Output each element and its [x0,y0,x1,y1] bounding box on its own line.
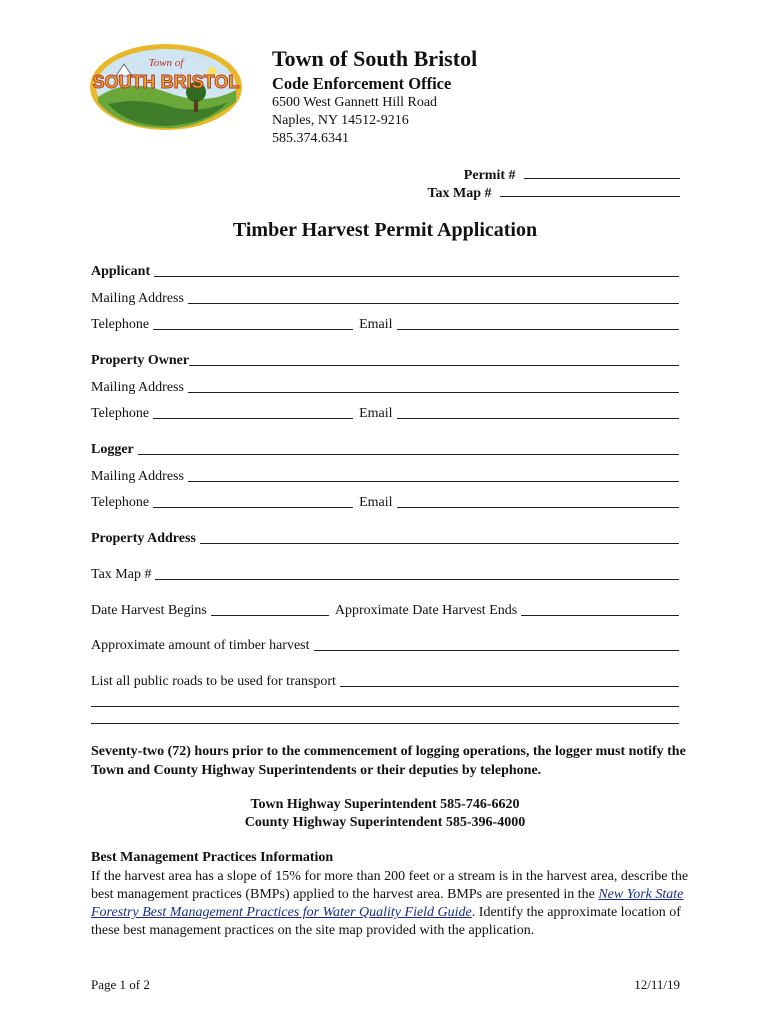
address-line-1: 6500 West Gannett Hill Road [272,95,438,110]
permit-number-label: Permit # [463,168,516,183]
logger-telephone-label: Telephone [91,495,150,510]
logger-label: Logger [91,442,134,457]
town-name: Town of South Bristol [272,46,478,71]
logger-email-label: Email [359,495,393,510]
logger-field[interactable] [138,453,679,455]
timber-amount-field[interactable] [314,649,680,651]
property-address-row [91,527,679,547]
logger-row [91,438,679,458]
owner-email-label: Email [359,406,393,421]
bmp-text-before: If the harvest area has a slope of 15% for more than 200 feet or a stream is in the harvest area, describe the best management practices (BMPs) applied to the harvest area. BMPs are presented in the [91,869,689,902]
roads-field-line-3[interactable] [91,722,679,724]
office-name: Code Enforcement Office [272,74,452,93]
permit-number-field[interactable] [524,166,680,179]
owner-contact-row [91,402,679,422]
bmp-heading: Best Management Practices Information [91,850,334,865]
logger-mailing-field[interactable] [188,480,679,482]
owner-telephone-field[interactable] [153,417,353,419]
logger-email-field[interactable] [397,506,679,508]
tax-map-label: Tax Map # [91,567,152,582]
permit-number-row [464,166,680,184]
date-begins-field[interactable] [211,614,329,616]
owner-label: Property Owner [91,353,190,368]
logger-mailing-label: Mailing Address [91,469,184,484]
page-number: Page 1 of 2 [91,977,150,992]
tax-map-field[interactable] [155,578,679,580]
date-begins-label: Date Harvest Begins [91,603,207,618]
town-highway-contact: Town Highway Superintendent 585-746-6620 [250,797,520,812]
notification-notice: Seventy-two (72) hours prior to the commencement of logging operations, the logger must notify the Town and County Highway Superintendents or their deputies by telephone. [91,744,686,778]
owner-email-field[interactable] [397,417,679,419]
timber-amount-label: Approximate amount of timber harvest [91,638,310,653]
applicant-mailing-label: Mailing Address [91,291,184,306]
owner-mailing-row [91,376,679,396]
owner-telephone-label: Telephone [91,406,150,421]
roads-field-line-2[interactable] [91,705,679,707]
applicant-contact-row [91,313,679,333]
applicant-telephone-field[interactable] [153,328,353,330]
harvest-dates-row [91,599,679,619]
property-address-field[interactable] [200,542,679,544]
applicant-row [91,260,679,280]
date-ends-field[interactable] [521,614,679,616]
logo-text-top: Town of [148,57,184,69]
applicant-field[interactable] [154,275,679,277]
tax-map-header-field[interactable] [500,184,680,197]
tax-map-header-label: Tax Map # [427,186,492,201]
applicant-telephone-label: Telephone [91,317,150,332]
town-logo [88,42,244,132]
applicant-mailing-row [91,287,679,307]
bmp-paragraph [91,868,691,940]
logger-contact-row [91,491,679,511]
timber-amount-row [91,634,679,654]
roads-field[interactable] [340,685,679,687]
applicant-email-field[interactable] [397,328,679,330]
applicant-label: Applicant [91,264,151,279]
date-ends-label: Approximate Date Harvest Ends [334,603,518,618]
owner-row [91,349,679,369]
owner-field[interactable] [189,364,679,366]
tax-map-header-row [427,184,680,202]
roads-row [91,670,679,690]
bmp-guide-link[interactable]: New York State Forestry Best Management Practices for Water Quality Field Guide [91,887,684,920]
applicant-mailing-field[interactable] [188,302,679,304]
property-address-label: Property Address [91,531,196,546]
tax-map-row [91,563,679,583]
owner-mailing-field[interactable] [188,391,679,393]
logger-mailing-row [91,465,679,485]
logger-telephone-field[interactable] [153,506,353,508]
revision-date: 12/11/19 [634,977,680,992]
logo-text-main: SOUTH BRISTOL [92,72,240,92]
roads-label: List all public roads to be used for transport [91,674,336,689]
applicant-email-label: Email [359,317,393,332]
bmp-text-after: . Identify the approximate location of these best management practices on the site map provided with the application. [91,905,681,938]
county-highway-contact: County Highway Superintendent 585-396-4000 [244,815,526,830]
owner-mailing-label: Mailing Address [91,380,184,395]
address-line-2: Naples, NY 14512-9216 [272,113,409,128]
form-title: Timber Harvest Permit Application [232,219,538,241]
office-phone: 585.374.6341 [272,131,349,146]
